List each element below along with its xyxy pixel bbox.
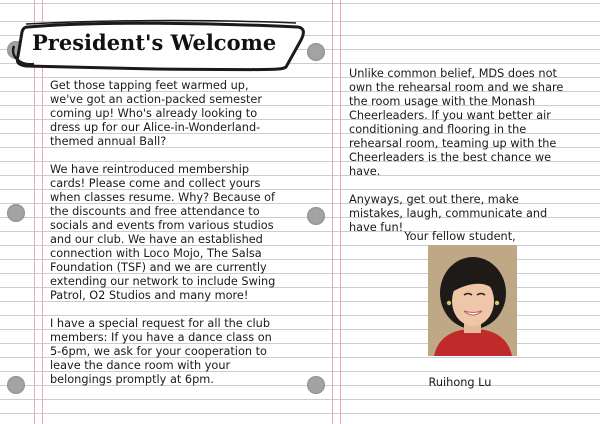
signature-name: Ruihong Lu [428, 376, 492, 389]
binder-hole [7, 204, 25, 222]
binder-hole [307, 43, 325, 61]
signoff: Your fellow student, [404, 230, 516, 243]
binder-hole [7, 376, 25, 394]
margin-line [340, 0, 341, 424]
paragraph: Unlike common belief, MDS does not own the rehearsal room and we share the room usage with the Monash Cheerleaders. If you want better air conditioning and flooring in the rehearsal room, teaming up with the Cheerleaders is the best chance we have. [349, 67, 564, 178]
binder-hole [307, 376, 325, 394]
president-photo [428, 245, 517, 356]
portrait-icon [428, 245, 517, 356]
paragraph: I have a special request for all the club members: If you have a dance class on 5-6pm, we ask for your cooperation to leave the dance room with your belongings promptly at 6pm. [50, 317, 272, 386]
margin-line [332, 0, 333, 424]
paragraph: Anyways, get out there, make mistakes, laugh, communicate and have fun! [349, 193, 548, 234]
page-title: President's Welcome [32, 30, 277, 55]
binder-hole [307, 207, 325, 225]
paragraph: We have reintroduced membership cards! Please come and collect yours when classes resume. Why? Because of the discounts and free attendance to socials and events from various studios and our club. We have an established connection with Loco Mojo, The Salsa Foundation (TSF) and we are currently extending our network to include Swing Patrol, O2 Studios and many more! [50, 163, 276, 302]
paragraph: Get those tapping feet warmed up, we've got an action-packed semester coming up! Who's already looking to dress up for our Alice-in-Wonderland-themed annual Ball? [50, 79, 263, 148]
left-column [50, 79, 282, 401]
right-column [349, 67, 571, 249]
